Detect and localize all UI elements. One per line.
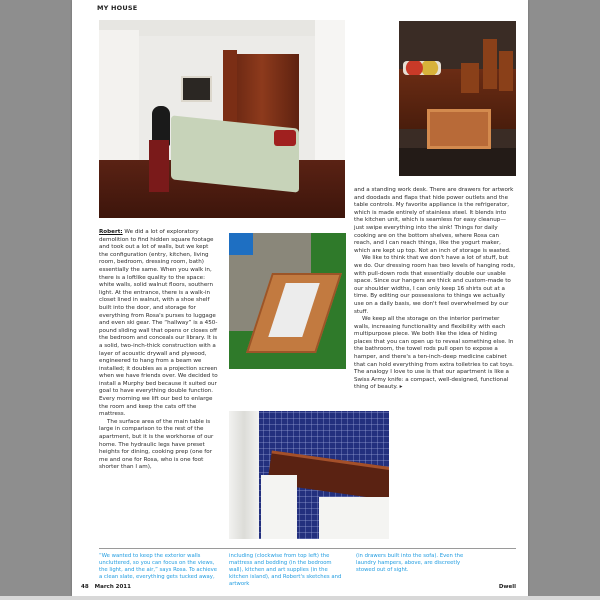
paragraph: We like to think that we don't have a lot of stuff, but we do. Our dressing room has two levels of hanging rods, with pull-down rods that essentially double our usable space. Since our hangers are thick and custom-made to our shoulder widths, I can only keep 16 shirts out at a time. By editing our possessions to things we actually use on a daily basis, we don't feel overwhelmed by our stuff. xyxy=(354,255,516,315)
open-drawer xyxy=(427,109,491,149)
end-mark-icon: ▸ xyxy=(397,384,403,391)
caption-divider xyxy=(99,548,516,549)
photo-murphy-bed xyxy=(99,20,345,218)
issue-date: March 2011 xyxy=(94,584,131,590)
paragraph: We did a lot of exploratory demolition to find hidden square footage and took out a lot of walls, but we kept the configuration (entry, kitchen, living room, bedroom, dressing room, bath) essentially the same. When you walk in, there is a loftlike quality to the space: white walls, solid walnut floors, southern light. At the entrance, there is a walk-in closet lined in walnut, with a shoe shelf built into the door, and storage for everything from Rosa's purses to luggage and even ski gear. The “hallway” is a 450-pound sliding wall that opens or closes off the bedroom and conceals our library. It is a solid, two-inch-thick construction with a layer of acoustic drywall and plywood, engineered to hang from a beam we installed; it doubles as a projection screen when we have friends over. We decided to install a Murphy bed because it suited our goal to have everything double function. Every morning we lift our bed to enlarge the room and keep the cats off the mattress. xyxy=(99,229,218,418)
section-header: MY HOUSE xyxy=(97,4,138,12)
photo-sofa-drawer xyxy=(229,233,346,369)
magazine-name: Dwell xyxy=(498,584,516,590)
photo-bathroom-hamper xyxy=(229,411,389,539)
paragraph: The surface area of the main table is large in comparison to the rest of the apartment, but it is the workhorse of our home. The hydraulic legs have preset heights for dining, cooking prep (one for me and one for Rosa, who is one foot shorter than I am), xyxy=(99,418,214,471)
article-column-left xyxy=(99,229,219,472)
page-number: 48 xyxy=(81,584,89,590)
photo-caption-part-2: including (clockwise from top left) the mattress and bedding (in the bedroom wall), kitchen and art supplies (in the kitchen island), and Robert's sketches and artwork xyxy=(229,553,342,587)
paragraph: and a standing work desk. There are drawers for artwork and doodads and flaps that hide power outlets and the table controls. My favorite appliance is the refrigerator, which is made entirely of stainless steel. It blends into the kitchen unit, which is seamless for easy cleanup—just swipe everything into the sink! Things for daily cooking are on the bottom shelves, where Rosa can reach, and I can reach things, like the yogurt maker, which are kept up top. Not an inch of storage is wasted. xyxy=(354,187,514,254)
page-footer-left xyxy=(81,584,131,590)
photo-caption-part-3: (in drawers built into the sofa). Even the laundry hampers, above, are discreetly stowed out of sight. xyxy=(356,553,464,573)
article-column-right xyxy=(354,187,516,392)
paragraph: We keep all the storage on the interior perimeter walls, increasing functionality and flexibility with each multipurpose piece. We both like the idea of hiding places that you can open up to reveal something else. In the bathroom, the towel rods pull open to expose a hamper, and there's a ten-inch-deep medicine cabinet that can hold everything from extra toiletries to cat toys. The analogy I love to use is that our apartment is like a Swiss Army knife: a compact, well-designed, functional thing of beauty. xyxy=(354,316,514,391)
photo-kitchen-drawer xyxy=(399,21,516,176)
page-edge xyxy=(0,596,600,600)
framed-picture xyxy=(181,76,212,102)
murphy-bed xyxy=(171,115,299,192)
fruit-bowl xyxy=(403,61,441,75)
magazine-page xyxy=(72,0,528,596)
speaker-label: Robert: xyxy=(99,229,123,235)
photo-caption-part-1: “We wanted to keep the exterior walls uncluttered, so you can focus on the views, the light, and the air,” says Rosa. To achieve a clean slate, everything gets tucked away, xyxy=(99,553,218,580)
